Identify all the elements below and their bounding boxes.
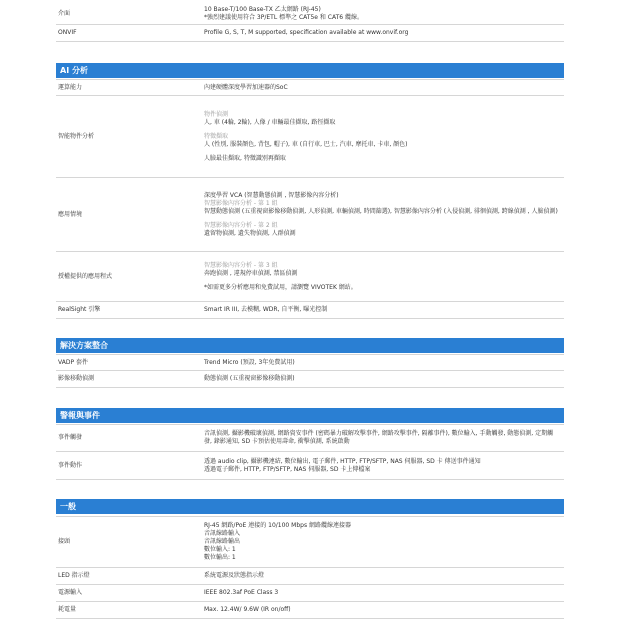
row-value bbox=[204, 517, 564, 567]
value-line: 10 Base-T/100 Base-TX 乙太網路 (RJ-45) bbox=[204, 5, 321, 13]
row-label: 智能物件分析 bbox=[58, 132, 95, 140]
value-line: 音訊線路輸出 bbox=[204, 538, 241, 545]
value-line: IEEE 802.3af PoE Class 3 bbox=[204, 589, 279, 596]
row-label: LED 指示燈 bbox=[58, 572, 90, 579]
spec-row-connector bbox=[56, 516, 564, 568]
spec-row-power-input bbox=[56, 585, 564, 602]
value-line: 智慧動態偵測 (五重視窗影像移動偵測, 人形偵測, 車輛偵測, 時間篩選), 智慧影像內容分析 (入侵偵測, 徘徊偵測, 跨線偵測 , 人臉偵測) bbox=[204, 207, 558, 215]
section-header-ai: AI 分析 bbox=[56, 63, 564, 78]
section-header-alarm: 警報與事件 bbox=[56, 408, 564, 423]
row-label: 耗電量 bbox=[58, 606, 77, 613]
spec-row-vadp bbox=[56, 354, 564, 371]
value-line: 動態偵測 (五重視窗影像移動偵測) bbox=[204, 375, 295, 382]
row-label: 介面 bbox=[58, 9, 71, 17]
row-value bbox=[204, 302, 564, 318]
spec-row-interface bbox=[56, 3, 564, 25]
spec-row-onvif bbox=[56, 25, 564, 42]
value-line: 透過 audio clip, 攝影機連結, 數位輸出, 電子郵件, HTTP, FTP/SFTP, NAS 伺服器, SD 卡 傳送事件通知 bbox=[204, 457, 481, 465]
row-label: 影像移動偵測 bbox=[58, 375, 95, 382]
value-line: 數位輸入: 1 bbox=[204, 546, 236, 553]
spec-row-event-action bbox=[56, 452, 564, 480]
row-label: 事件動作 bbox=[58, 461, 83, 469]
value-line: RJ-45 網路/PoE 連接的 10/100 Mbps 網路纜線連接器 bbox=[204, 522, 351, 529]
spec-row-power-consumption bbox=[56, 602, 564, 619]
row-value bbox=[204, 602, 564, 618]
row-label: 運算能力 bbox=[58, 83, 83, 91]
spec-row-application bbox=[56, 178, 564, 252]
row-label: RealSight 引擎 bbox=[58, 306, 101, 313]
spec-row-led bbox=[56, 568, 564, 585]
spec-row-realsight bbox=[56, 302, 564, 319]
row-value bbox=[204, 3, 564, 24]
value-subheading: 智慧影像內容分析 - 第 3 組 bbox=[204, 261, 278, 269]
row-label: 應用情境 bbox=[58, 210, 83, 218]
section-header-general: 一般 bbox=[56, 499, 564, 514]
value-line: Smart IR III, 去模糊, WDR, 自平衡, 曝光控制 bbox=[204, 306, 328, 313]
row-value bbox=[204, 585, 564, 601]
row-label: 接頭 bbox=[58, 538, 71, 545]
row-value bbox=[204, 25, 564, 41]
row-value bbox=[204, 355, 564, 370]
value-line: 音訊偵測, 攝影機破壞偵測, 網路資安事件 (密碼暴力破解攻擊事件, 網路攻擊事件, 隔離事件), 數位輸入, 手動觸發, 動態偵測, 定期觸發, 錄影通知, SD 卡預估使用壽命, 衝擊偵測, 系統啟動 bbox=[204, 430, 554, 445]
value-line: 數位輸出: 1 bbox=[204, 554, 236, 561]
value-line: 人, 車 (4輪, 2輪), 人像 / 車輛最佳擷取, 路徑擷取 bbox=[204, 118, 336, 126]
value-line: 內建硬體深度學習加速器的SoC bbox=[204, 83, 288, 91]
spec-row-motion bbox=[56, 371, 564, 388]
value-line: 奔跑偵測 , 違規停車偵測, 禁區偵測 bbox=[204, 269, 298, 277]
value-line: Max. 12.4W/ 9.6W (IR on/off) bbox=[204, 606, 291, 613]
row-label: 授權提供的應用程式 bbox=[58, 272, 113, 280]
row-value bbox=[204, 452, 564, 479]
row-value bbox=[204, 178, 564, 251]
value-subheading: 智慧影像內容分析 - 第 2 組 bbox=[204, 221, 278, 229]
spec-row-licensed-apps bbox=[56, 252, 564, 302]
spec-row-event-trigger bbox=[56, 424, 564, 452]
row-label: VADP 套件 bbox=[58, 358, 88, 366]
row-value bbox=[204, 371, 564, 387]
row-label: ONVIF bbox=[58, 29, 77, 36]
value-line: 遺留物偵測, 遺失物偵測, 人群偵測 bbox=[204, 229, 296, 237]
value-line: Profile G, S, T, M supported, specification available at www.onvif.org bbox=[204, 29, 409, 36]
value-line: *強烈建議使用符合 3P/ETL 標準之 CAT5e 和 CAT6 纜線。 bbox=[204, 13, 364, 21]
value-line: 人臉最佳擷取, 特徵識別再擷取 bbox=[204, 154, 286, 162]
value-line: 深度學習 VCA (智慧動態偵測 , 智慧影像內容分析) bbox=[204, 191, 339, 199]
section-header-solution: 解決方案整合 bbox=[56, 338, 564, 353]
row-label: 電源輸入 bbox=[58, 589, 83, 596]
value-subheading: 智慧影像內容分析 - 第 1 組 bbox=[204, 199, 278, 207]
value-subheading: 物件偵測 bbox=[204, 110, 229, 118]
value-subheading: 特徵擷取 bbox=[204, 132, 229, 140]
value-line: 人 (性別, 服裝顏色, 背包, 帽子), 車 (自行車, 巴士, 汽車, 摩托車, 卡車, 顏色) bbox=[204, 140, 408, 148]
value-line: Trend Micro (預設, 3年免費試用) bbox=[204, 358, 295, 366]
row-value bbox=[204, 80, 564, 95]
value-line: 系統電源及狀態指示燈 bbox=[204, 572, 265, 579]
spec-row-object-analysis bbox=[56, 96, 564, 178]
row-value bbox=[204, 425, 564, 451]
value-line: 透過電子郵件, HTTP, FTP/SFTP, NAS 伺服器, SD 卡上傳檔案 bbox=[204, 465, 371, 473]
value-line: *如需更多分析應用和免費試用，請瀏覽 VIVOTEK 網站。 bbox=[204, 283, 357, 291]
spec-row-compute bbox=[56, 79, 564, 96]
row-value bbox=[204, 252, 564, 301]
row-label: 事件觸發 bbox=[58, 434, 83, 441]
value-line: 音訊線路輸入 bbox=[204, 530, 241, 537]
row-value bbox=[204, 96, 564, 177]
row-value bbox=[204, 568, 564, 584]
